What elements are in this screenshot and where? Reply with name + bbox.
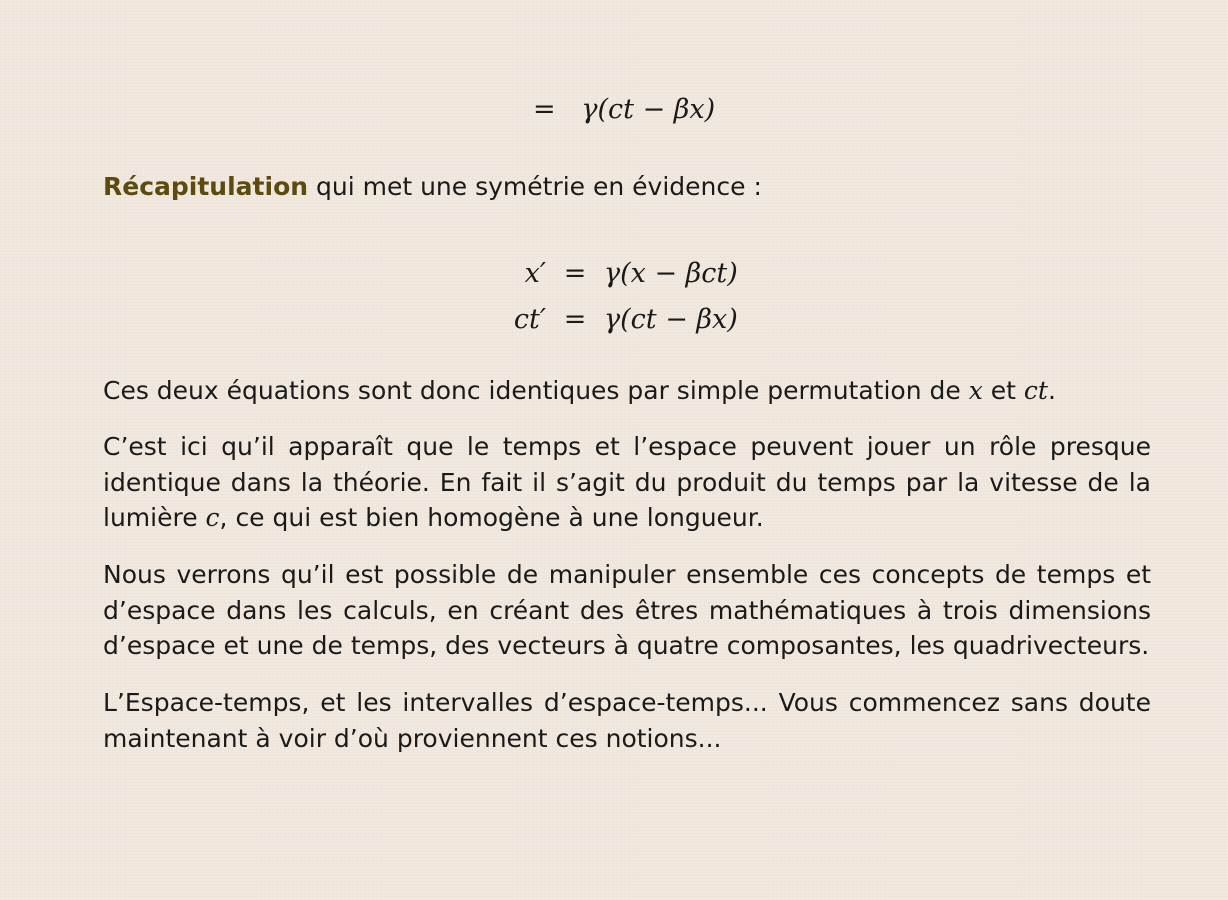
equation-row-x <box>480 251 738 297</box>
equation-operator: = <box>563 258 587 289</box>
paragraph-text: Ces deux équations sont donc identiques par simple permutation de <box>103 376 969 405</box>
paragraph-text: et <box>982 376 1024 405</box>
recap-text: qui met une symétrie en évidence : <box>308 172 762 201</box>
recap-line <box>103 172 762 201</box>
equation-lhs: x′ <box>524 258 546 289</box>
top-equation-rhs: γ(ct − βx) <box>581 94 716 125</box>
paragraph-text: C’est ici qu’il apparaît que le temps et l’espace peuvent jouer un rôle presque identique dans la théorie. En fait il s’agit du produit du temps par la vitesse de la lumière <box>103 432 1151 532</box>
paragraph-permutation <box>103 373 1151 409</box>
paragraph-text: , ce qui est bien homogène à une longueur. <box>219 503 764 532</box>
paragraph-spacetime: L’Espace-temps, et les intervalles d’espace-temps... Vous commencez sans doute maintenant à voir d’où proviennent ces notions... <box>103 688 1151 753</box>
paragraph-time-space <box>103 429 1151 536</box>
math-variable: ct <box>1023 376 1048 405</box>
equation-lhs: ct′ <box>513 304 546 335</box>
top-equation <box>533 94 715 125</box>
equation-system <box>480 251 738 343</box>
math-variable: c <box>205 503 220 532</box>
recap-heading: Récapitulation <box>103 172 309 201</box>
equation-operator: = <box>563 304 587 335</box>
paragraph-text: . <box>1047 376 1056 405</box>
equation-rhs: γ(x − βct) <box>604 258 738 289</box>
equation-rhs: γ(ct − βx) <box>604 304 738 335</box>
paragraph-quadrivectors: Nous verrons qu’il est possible de manipuler ensemble ces concepts de temps et d’espace dans les calculs, en créant des êtres mathématiques à trois dimensions d’espace et une de temps, des vecteurs à quatre composantes, les quadrivecteurs. <box>103 560 1151 660</box>
top-equation-operator: = <box>533 94 556 125</box>
math-variable: x <box>968 376 983 405</box>
equation-row-ct <box>480 297 738 343</box>
